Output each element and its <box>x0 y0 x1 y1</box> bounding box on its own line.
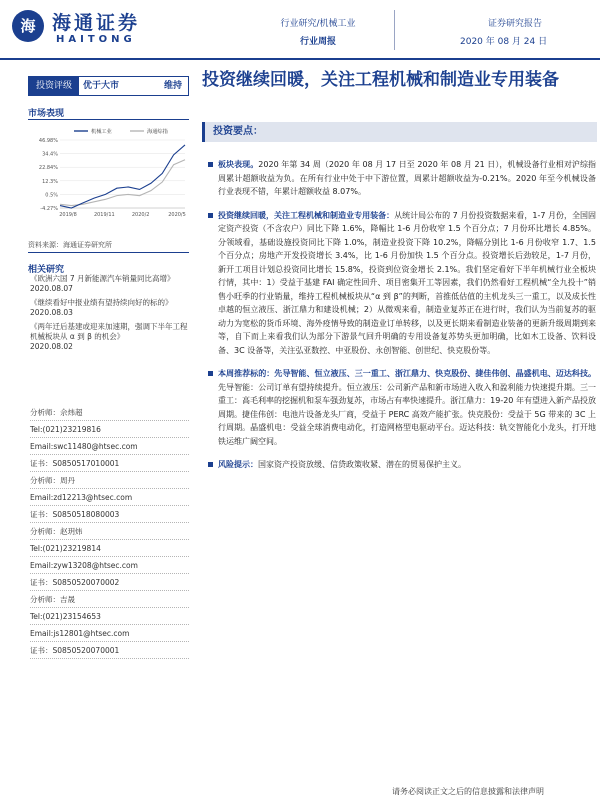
related-item-title: 《两年迁后基建或迎来加速期，强调下半年工程机械板块从 α 到 β 的机会》 <box>30 322 188 341</box>
report-category: 行业研究/机械工业 <box>280 19 356 29</box>
analyst-line: 证书：S0850518080003 <box>30 506 189 523</box>
key-point <box>208 209 596 358</box>
legend-label: 海通综指 <box>147 129 168 135</box>
related-item-date: 2020.08.02 <box>30 342 73 351</box>
analyst-line: 证书：S0850520070001 <box>30 642 189 659</box>
related-item-date: 2020.08.03 <box>30 308 73 317</box>
key-point-text: 国家资产投资放缓、信贷政策收紧、潜在的贸易保护主义。 <box>258 460 466 469</box>
source-rule <box>28 252 189 253</box>
related-item-title: 《欧洲六国 7 月新能源汽车销量同比高增》 <box>30 274 175 283</box>
key-point-text: 从统计局公布的 7 月份投资数据来看，1-7 月份，全国固定资产投资（不含农户）同比下降 1.6%，降幅比 1-6 月份收窄 1.5 个百分点；7 月份环比增长 4.85%。分领域看，基础设施投资同比下降 1.0%，制造业投资下降 10.2%，降幅分别比 1-6 月份收窄 1.7、1.5 个百分点；房地产开发投资增长 3.4%，比 1-6 月份加快 1.5 个百分点。投资增长后劲较足，1-7 月份，新开工项目计划总投资同比增长 15.8%，投资到位资金增长 2.1%。我们坚定看好下半年机械行业全板块行情，其中：1）受益于基建 FAI 确定性回升、项目密集开工等因素，我们仍然看好工程机械“全九投十”销售小旺季的行业销量，维持工程机械板块从“α 到 β”的判断，首推低估值的主机龙头三一重工，以及成长性卓越的恒立液压、浙江鼎力和建设机械；2）从微观来看，制造业复苏正在进行时，我们认为当前复苏的驱动力为宽松的货币环境、海外疫情导致的制造业订单转移，以及更长期来看制造业装备的更新升级周期到来等，自下而上来看我们认为部分下游景气回升明确的专用设备复苏势头更加明确，比如木工设备、饮料设备、3C 设备等，关注弘亚数控、中亚股份、永创智能、创世纪、快克股份等。 <box>218 210 596 355</box>
analyst-line: 分析师：佘炜超 <box>30 404 189 421</box>
y-tick-label: -4.27% <box>40 206 58 212</box>
analyst-line: Email:zd12213@htsec.com <box>30 489 189 506</box>
related-item <box>30 322 189 352</box>
page-header <box>0 0 600 58</box>
y-tick-label: 46.98% <box>38 138 58 144</box>
analyst-line: 证书：S0850517010001 <box>30 455 189 472</box>
report-title: 投资继续回暖，关注工程机械和制造业专用装备 <box>202 70 559 90</box>
analyst-line: 分析师：赵玥炜 <box>30 523 189 540</box>
key-points-list <box>208 158 596 482</box>
logo-english-name: HAITONG <box>56 34 136 45</box>
related-item-date: 2020.08.07 <box>30 284 73 293</box>
legend-label: 机械工业 <box>91 129 112 135</box>
analyst-line: Tel:(021)23219814 <box>30 540 189 557</box>
analyst-contacts <box>30 404 189 659</box>
report-type: 行业周报 <box>299 37 336 47</box>
header-divider <box>394 10 395 50</box>
analyst-line: 证书：S0850520070002 <box>30 574 189 591</box>
key-point <box>208 458 596 472</box>
key-point-lead: 投资继续回暖，关注工程机械和制造业专用装备： <box>218 210 395 220</box>
rating-value: 优于大市 <box>83 81 120 91</box>
market-heading-rule <box>28 119 189 120</box>
analyst-line: Email:js12801@htsec.com <box>30 625 189 642</box>
related-item <box>30 274 189 294</box>
analyst-line: 分析师：吉晟 <box>30 591 189 608</box>
y-tick-label: 34.4% <box>42 151 58 158</box>
related-research-list <box>30 274 189 356</box>
key-point-text: 2020 年第 34 周（2020 年 08 月 17 日至 2020 年 08 月 21 日），机械设备行业相对沪综指周累计超额收益为负。在所有行业中处于中下游位置，周累计超额收益为-0.21%。2020 年至今机械设备行业表现不错，年累计超额收益 8.07%。 <box>218 160 597 196</box>
report-date: 2020 年 08 月 24 日 <box>460 37 548 47</box>
chart-source: 资料来源：海通证券研究所 <box>28 241 112 249</box>
x-tick-label: 2020/2 <box>131 212 150 218</box>
related-item-title: 《继续看好中报业绩有望持续向好的标的》 <box>30 298 173 307</box>
investment-rating <box>28 76 189 96</box>
key-point-text: 先导智能：公司订单有望持续提升。恒立液压：公司新产品和新市场进入收入和盈利能力快速提升期。三一重工：高毛利率的挖掘机和泵车强劲复苏，市场占有率快速提升。浙江鼎力：19-20 年有望进入新产品投放周期。捷佳伟创：电池片设备龙头厂商，受益于 PERC 高效产能扩张。快克股份：受益于 5G 带来的 3C 上行周期。晶盛机电：受益全球消费电动化，打造网格型电驱动平台。迈达科技：轨交智能化小龙头，打开地铁运维广阔空间。 <box>218 382 596 446</box>
key-point-lead: 风险提示： <box>218 460 258 469</box>
x-tick-label: 2019/8 <box>59 212 77 218</box>
related-heading: 相关研究 <box>28 265 65 275</box>
rating-action: 维持 <box>163 81 182 91</box>
report-label: 证券研究报告 <box>488 19 543 29</box>
logo-chinese-name: 海通证券 <box>52 12 141 34</box>
analyst-line: Email:zyw13208@htsec.com <box>30 557 189 574</box>
y-tick-label: 22.84% <box>38 165 58 172</box>
key-point <box>208 158 596 199</box>
x-tick-label: 2019/11 <box>93 212 115 218</box>
haitong-emblem-icon: 海 <box>12 10 44 42</box>
x-tick-label: 2020/5 <box>168 212 186 218</box>
analyst-line: Tel:(021)23219816 <box>30 421 189 438</box>
analyst-line: 分析师：周丹 <box>30 472 189 489</box>
key-point-lead: 本周推荐标的：先导智能、恒立液压、三一重工、浙江鼎力、快克股份、捷佳伟创、晶盛机电、迈达科技。 <box>218 369 596 378</box>
header-rule <box>0 58 600 60</box>
y-tick-label: 12.3% <box>42 178 58 185</box>
y-tick-label: 0.5% <box>45 192 58 199</box>
haitong-logo <box>12 8 192 52</box>
disclaimer: 请务必阅读正文之后的信息披露和法律声明 <box>392 787 544 796</box>
key-point-lead: 板块表现。 <box>218 160 259 169</box>
analyst-line: Email:swc11480@htsec.com <box>30 438 189 455</box>
analyst-line: Tel:(021)23154653 <box>30 608 189 625</box>
related-item <box>30 298 189 318</box>
key-point <box>208 367 596 448</box>
rating-label: 投资评级 <box>29 77 79 95</box>
market-performance-chart <box>28 124 189 228</box>
key-points-heading: 投资要点： <box>202 122 597 142</box>
market-heading: 市场表现 <box>28 109 65 119</box>
